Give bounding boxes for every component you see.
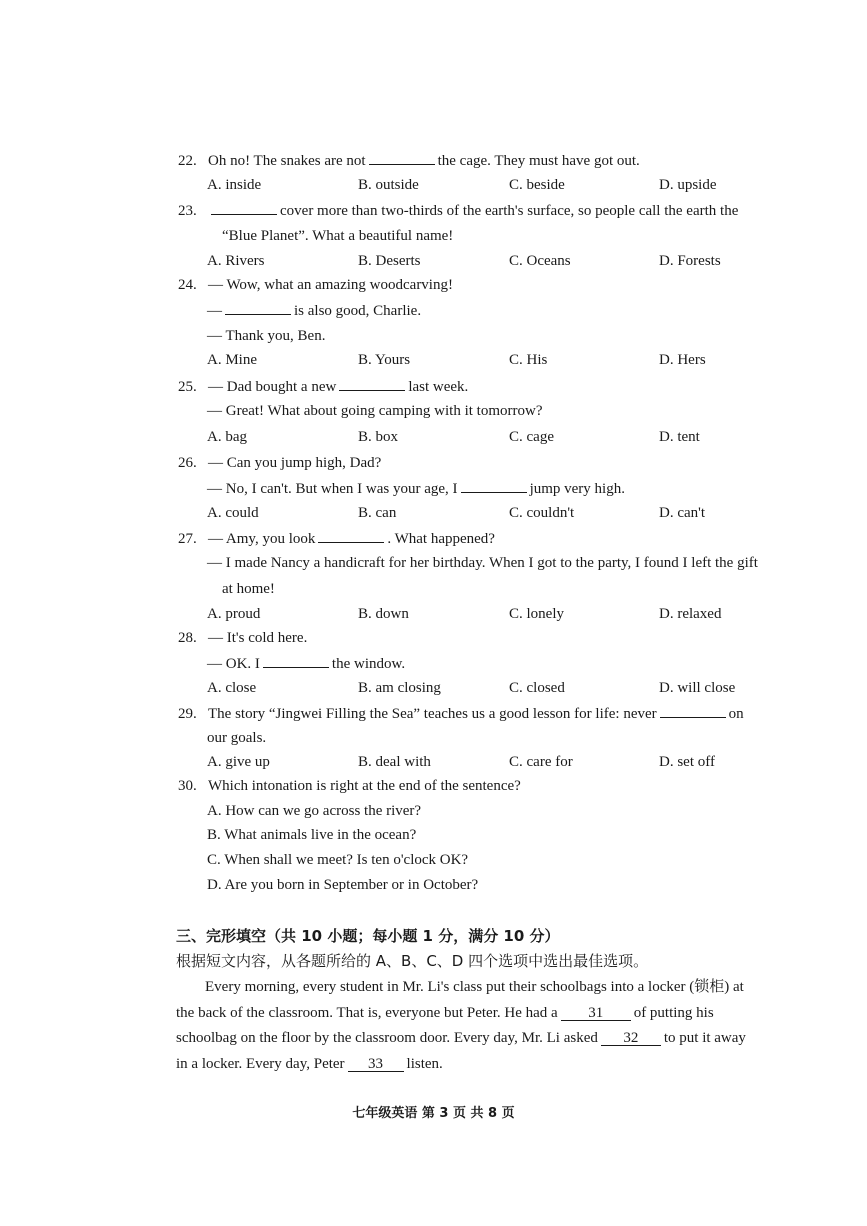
answer-blank <box>339 376 405 391</box>
question-26: 26. — Can you jump high, Dad? <box>178 455 382 471</box>
options-27: A. proud B. down C. lonely D. relaxed <box>207 606 722 622</box>
question-27-line3: at home! <box>222 581 275 597</box>
question-27-line2: — I made Nancy a handicraft for her birthday. When I got to the party, I found I left the gift <box>207 555 758 571</box>
question-30-choice-a: A. How can we go across the river? <box>207 803 422 819</box>
passage-line-3: schoolbag on the floor by the classroom door. Every day, Mr. Li asked 32 to put it away <box>176 1030 746 1046</box>
question-30: 30. Which intonation is right at the end of the sentence? <box>178 778 521 794</box>
question-26-line2: — No, I can't. But when I was your age, I jump very high. <box>207 478 807 499</box>
question-24-line3: — Thank you, Ben. <box>207 328 326 344</box>
options-23: A. Rivers B. Deserts C. Oceans D. Forests <box>207 253 721 269</box>
cloze-blank-31: 31 <box>561 1006 631 1021</box>
answer-blank <box>263 653 329 668</box>
question-30-choice-c: C. When shall we meet? Is ten o'clock OK? <box>207 852 469 868</box>
question-23: 23. cover more than two-thirds of the earth's surface, so people call the earth the <box>178 200 778 221</box>
passage-line-4: in a locker. Every day, Peter 33 listen. <box>176 1056 443 1072</box>
question-30-choice-d: D. Are you born in September or in October? <box>207 877 479 893</box>
page-footer: 七年级英语 第 3 页 共 8 页 <box>352 1106 515 1121</box>
options-24: A. Mine B. Yours C. His D. Hers <box>207 352 706 368</box>
options-22: A. inside B. outside C. beside D. upside <box>207 177 717 193</box>
answer-blank <box>369 150 435 165</box>
question-29: 29. The story “Jingwei Filling the Sea” teaches us a good lesson for life: never on <box>178 703 778 724</box>
passage-line-1: Every morning, every student in Mr. Li's class put their schoolbags into a locker (锁柜) at <box>205 979 744 995</box>
question-24-line2: — is also good, Charlie. <box>207 300 807 321</box>
cloze-blank-33: 33 <box>348 1057 404 1072</box>
question-27: 27. — Amy, you look . What happened? <box>178 528 778 549</box>
question-30-choice-b: B. What animals live in the ocean? <box>207 827 417 843</box>
question-28: 28. — It's cold here. <box>178 630 308 646</box>
answer-blank <box>225 300 291 315</box>
answer-blank <box>660 703 726 718</box>
answer-blank <box>211 200 277 215</box>
question-29-cont: our goals. <box>207 730 267 746</box>
options-29: A. give up B. deal with C. care for D. set off <box>207 754 715 770</box>
passage-line-2: the back of the classroom. That is, everyone but Peter. He had a 31 of putting his <box>176 1005 714 1021</box>
answer-blank <box>318 528 384 543</box>
question-24: 24. — Wow, what an amazing woodcarving! <box>178 277 453 293</box>
question-22: 22. Oh no! The snakes are not the cage. They must have got out. <box>178 150 778 171</box>
question-23-cont: “Blue Planet”. What a beautiful name! <box>222 228 454 244</box>
question-25: 25. — Dad bought a new last week. <box>178 376 778 397</box>
section-instruction: 根据短文内容，从各题所给的 A、B、C、D 四个选项中选出最佳选项。 <box>176 952 649 970</box>
question-25-line2: — Great! What about going camping with it tomorrow? <box>207 403 543 419</box>
cloze-blank-32: 32 <box>601 1031 661 1046</box>
options-26: A. could B. can C. couldn't D. can't <box>207 505 706 521</box>
question-28-line2: — OK. I the window. <box>207 653 807 674</box>
options-28: A. close B. am closing C. closed D. will close <box>207 680 736 696</box>
options-25: A. bag B. box C. cage D. tent <box>207 429 700 445</box>
section-title: 三、完形填空（共 10 小题；每小题 1 分，满分 10 分） <box>176 927 560 945</box>
answer-blank <box>461 478 527 493</box>
